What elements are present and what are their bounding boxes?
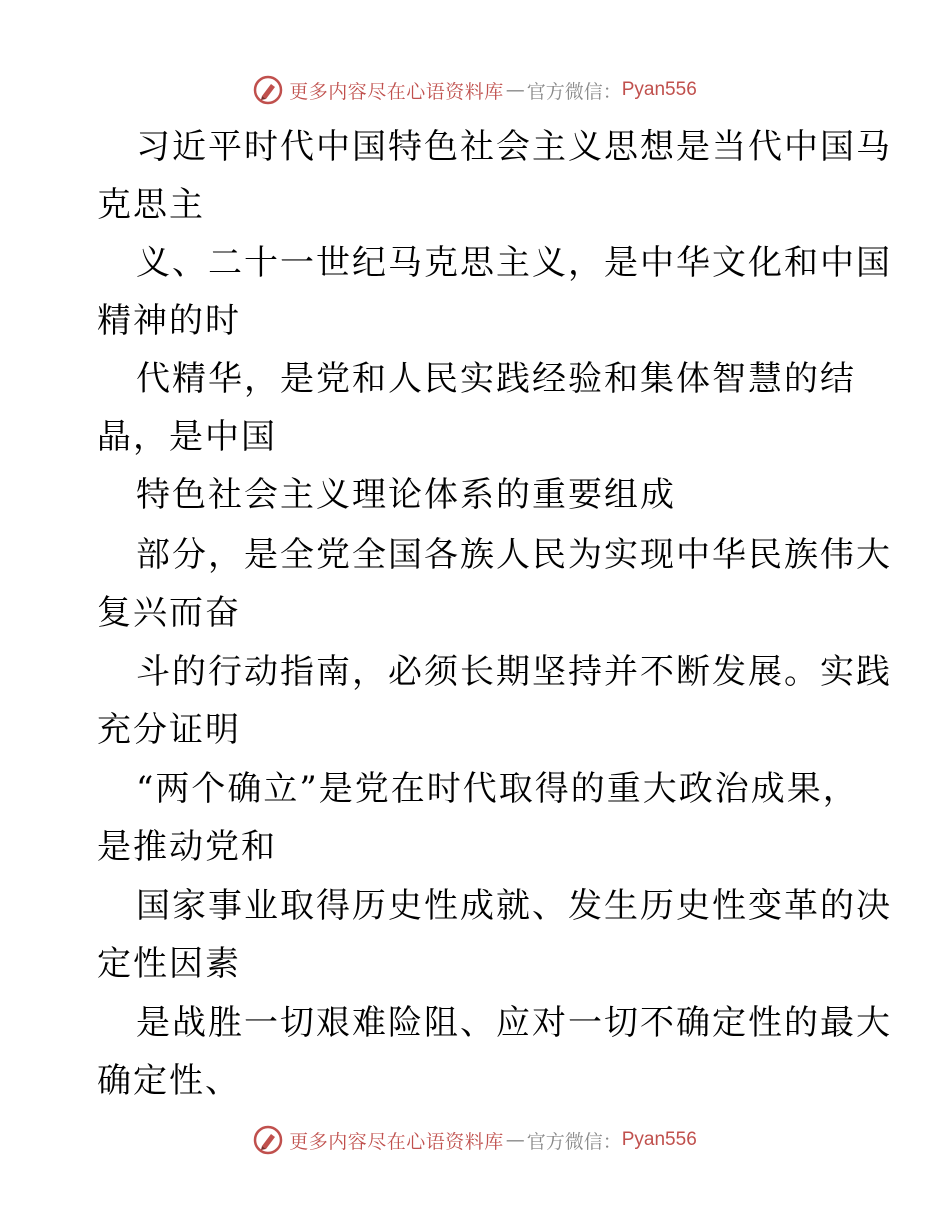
text-line: 精神的时 (97, 301, 241, 341)
text-line: 特色社会主义理论体系的重要组成 (136, 475, 676, 515)
text-line: 代精华，是党和人民实践经验和集体智慧的结 (136, 359, 856, 399)
text-line: 国家事业取得历史性成就、发生历史性变革的决 (136, 886, 892, 926)
watermark-footer (0, 1120, 950, 1160)
watermark-subtext: 官方微信： (526, 1130, 622, 1153)
text-line: 复兴而奋 (97, 593, 241, 633)
text-line: 部分，是全党全国各族人民为实现中华民族伟大 (136, 535, 892, 575)
text-line: 定性因素 (97, 944, 241, 984)
pen-logo-icon (253, 1125, 283, 1155)
text-line: 是推动党和 (97, 827, 277, 867)
text-line: 习近平时代中国特色社会主义思想是当代中国马 (136, 127, 892, 167)
text-line: “两个确立”是党在时代取得的重大政治成果， (136, 769, 859, 809)
watermark-dash: — (505, 1129, 525, 1151)
watermark-id: Pyan556 (621, 1129, 697, 1150)
watermark-dash: — (505, 79, 525, 101)
text-line: 克思主 (97, 185, 205, 225)
watermark-subtext: 官方微信： (526, 80, 622, 103)
watermark-id: Pyan556 (621, 79, 697, 100)
text-line: 晶，是中国 (97, 417, 277, 457)
text-line: 义、二十一世纪马克思主义，是中华文化和中国 (136, 243, 892, 283)
text-line: 斗的行动指南，必须长期坚持并不断发展。实践 (136, 652, 892, 692)
text-line: 确定性、 (97, 1061, 241, 1101)
watermark-text: 更多内容尽在心语资料库 (289, 80, 504, 103)
text-line: 是战胜一切艰难险阻、应对一切不确定性的最大 (136, 1003, 892, 1043)
text-line: 充分证明 (97, 710, 241, 750)
watermark-text: 更多内容尽在心语资料库 (289, 1130, 504, 1153)
